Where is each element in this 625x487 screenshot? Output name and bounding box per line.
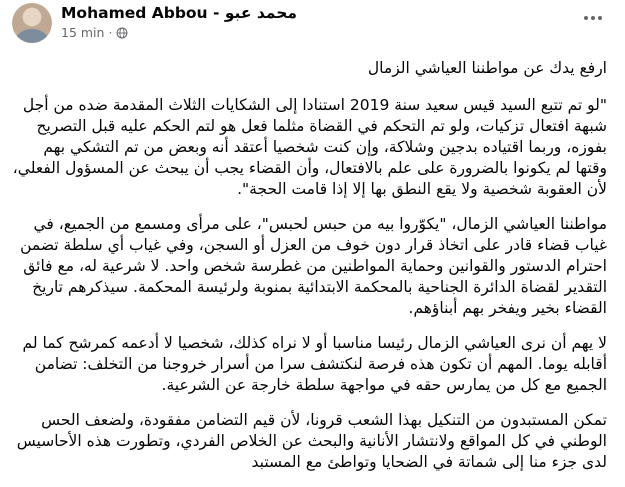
post-body	[8, 58, 607, 487]
more-options-icon[interactable]	[579, 6, 607, 30]
meta-separator: ·	[108, 25, 113, 40]
post-meta	[61, 25, 128, 40]
post-paragraph-5: تمكن المستبدون من التنكيل بهذا الشعب قرونا، لأن قيم التضامن مفقودة، ولضعف الحس الوطني في كل المواقع ولانتشار الأنانية والبحث عن الخلاص الفردي، وتطورت هذه الأحاسيس لدى جزء منا إلى شماتة في الضحايا وتواطئ مع المستبد	[16, 411, 607, 471]
avatar-figure	[16, 29, 48, 43]
post-paragraph-2: "لو تم تتبع السيد قيس سعيد سنة 2019 استنادا إلى الشكايات الثلاث المقدمة ضده من أجل شبهة افتعال تزكيات، ولو تم التحكم في القضاة مثلما فعل هو لتم الحكم عليه قبل التصريح بفوزه، وربما اقتياده بدجين وشلاكة، وإن كنت شخصيا أعتقد أنه وبعض من تم التشكي بهم وقتها لم يكونوا بالضرورة على علم بالافتعال، وأن القضاء يجب أن يبحث عن المسؤول الفعلي، لأن العقوبة شخصية ولا يقع النطق بها إلا إذا قامت الحجة".	[12, 96, 607, 198]
post-header	[0, 0, 625, 44]
post-paragraph-4: لا يهم أن نرى العياشي الزمال رئيسا مناسبا أو لا نراه كذلك، شخصيا لا أدعمه كمرشح كما لم أقابله يوما. المهم أن تكون هذه فرصة لنكتشف سرا من أسرار خروجنا من التخلف: تضامن الجميع مع كل من يمارس حقه في مواجهة سلطة خارجة عن الشرعية.	[22, 334, 607, 394]
post-time[interactable]: 15 min	[61, 25, 105, 40]
globe-icon[interactable]	[116, 27, 128, 39]
avatar[interactable]	[12, 3, 52, 43]
post-paragraph-3: مواطننا العياشي الزمال، "يكوّروا بيه من حبس لحبس"، على مرأى ومسمع من الجميع، في غياب قضاء قادر على اتخاذ قرار دون خوف من العزل أو السجن، وفي غياب أي سلطة تضمن احترام الدستور والقوانين وحماية المواطنين من غطرسة شخص واحد. لا شرعية له، مع فائق التقدير لقضاة الدائرة الجناحية بالمحكمة الابتدائية بمنوبة ولرئيسة المحكمة. سيذكرهم تاريخ القضاء بخير ويفخر بهم أبناؤهم.	[20, 215, 607, 317]
author-name[interactable]: Mohamed Abbou - محمد عبو	[61, 4, 297, 22]
post-paragraph-1: ارفع يدك عن مواطننا العياشي الزمال	[367, 59, 607, 77]
